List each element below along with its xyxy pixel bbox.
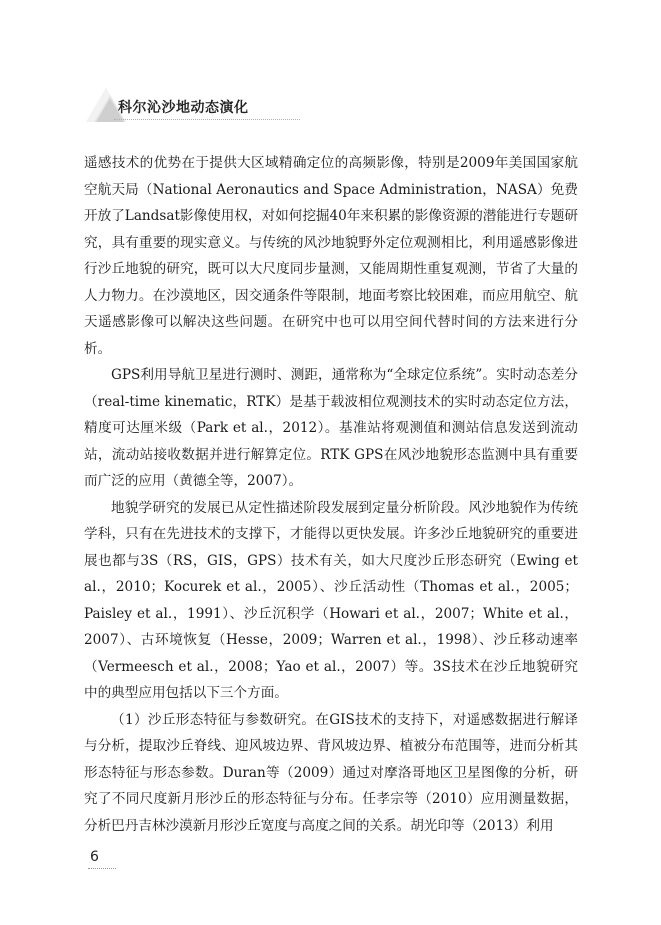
running-header <box>84 84 300 124</box>
paragraph: GPS利用导航卫星进行测时、测距，通常称为“全球定位系统”。实时动态差分（real-time kinematic，RTK）是基于载波相位观测技术的实时动态定位方法，精度可达厘米级（Park et al.，2012）。基准站将观测值和测站信息发送到流动站，流动站接收数据并进行解算定位。RTK GPS在风沙地貌形态监测中具有重要而广泛的应用（黄德全等，2007）。 <box>84 367 578 489</box>
paragraph: （1）沙丘形态特征与参数研究。在GIS技术的支持下，对遥感数据进行解译与分析，提取沙丘脊线、迎风坡边界、背风坡边界、植被分布范围等，进而分析其形态特征与形态参数。Duran等（2009）通过对摩洛哥地区卫星图像的分析，研究了不同尺度新月形沙丘的形态特征与分布。任孝宗等（2010）应用测量数据，分析巴丹吉林沙漠新月形沙丘宽度与高度之间的关系。胡光印等（2013）利用 <box>84 711 578 834</box>
header-divider <box>114 119 300 120</box>
paragraph: 地貌学研究的发展已从定性描述阶段发展到定量分析阶段。风沙地貌作为传统学科，只有在先进技术的支撑下，才能得以更快发展。许多沙丘地貌研究的重要进展也都与3S（RS，GIS，GPS）技术有关，如大尺度沙丘形态研究（Ewing et al.，2010；Kocurek et al.，2005）、沙丘活动性（Thomas et al.，2005；Paisley et al.，1991）、沙丘沉积学（Howari et al.，2007；White et al.，2007）、古环境恢复（Hesse，2009；Warren et al.，1998）、沙丘移动速率（Vermeesch et al.，2008；Yao et al.，2007）等。3S技术在沙丘地貌研究中的典型应用包括以下三个方面。 <box>84 499 578 701</box>
paragraph: 遥感技术的优势在于提供大区域精确定位的高频影像，特别是2009年美国国家航空航天局（National Aeronautics and Space Administration，NASA）免费开放了Landsat影像使用权，对如何挖掘40年来积累的影像资源的潜能进行专题研究，具有重要的现实意义。与传统的风沙地貌野外定位观测相比，利用遥感影像进行沙丘地貌的研究，既可以大尺度同步量测，又能周期性重复观测，节省了大量的人力物力。在沙漠地区，因交通条件等限制，地面考察比较困难，而应用航空、航天遥感影像可以解决这些问题。在研究中也可以用空间代替时间的方法来进行分析。 <box>84 155 578 357</box>
body-text <box>84 150 578 839</box>
header-title: 科尔沁沙地动态演化 <box>118 100 249 116</box>
page-number: 6 <box>90 849 99 865</box>
page-number-divider <box>88 868 116 869</box>
